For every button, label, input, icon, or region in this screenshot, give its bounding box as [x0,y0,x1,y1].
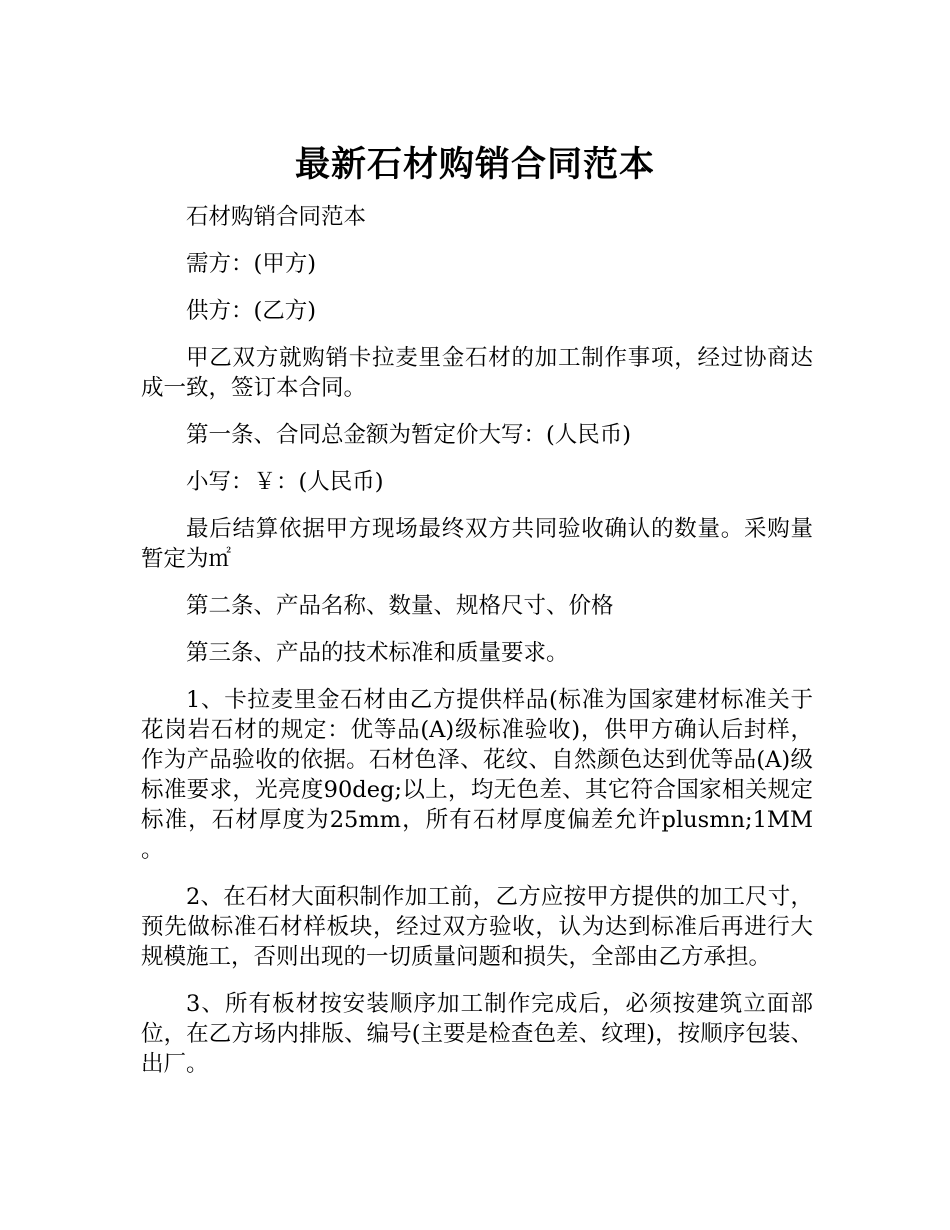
quality-clause-3: 3、所有板材按安装顺序加工制作完成后，必须按建筑立面部位，在乙方场内排版、编号(主要是检查色差、纹理)，按顺序包装、出厂。 [141,991,813,1077]
article-1-amount-uppercase: 第一条、合同总金额为暂定价大写：(人民币) [186,422,632,448]
supplier-line: 供方：(乙方) [186,298,317,324]
document-title: 最新石材购销合同范本 [294,145,655,186]
article-2-heading: 第二条、产品名称、数量、规格尺寸、价格 [186,593,614,619]
preamble-paragraph: 甲乙双方就购销卡拉麦里金石材的加工制作事项，经过协商达成一致，签订本合同。 [141,345,813,401]
buyer-line: 需方：(甲方) [186,251,317,277]
document-body [141,202,813,1096]
quality-clause-1: 1、卡拉麦里金石材由乙方提供样品(标准为国家建材标准关于花岗岩石材的规定：优等品(A)级标准验收)，供甲方确认后封样，作为产品验收的依据。石材色泽、花纹、自然颜色达到优等品(A)级标准要求，光亮度90deg;以上，均无色差、其它符合国家相关规定标准，石材厚度为25mm，所有石材厚度偏差允许plusmn;1MM 。 [141,687,813,863]
article-3-heading: 第三条、产品的技术标准和质量要求。 [186,640,569,666]
settlement-paragraph: 最后结算依据甲方现场最终双方共同验收确认的数量。采购量暂定为㎡ [141,516,813,572]
contract-name: 石材购销合同范本 [186,204,367,230]
quality-clause-2: 2、在石材大面积制作加工前，乙方应按甲方提供的加工尺寸，预先做标准石材样板块，经过双方验收，认为达到标准后再进行大规模施工，否则出现的一切质量问题和损失，全部由乙方承担。 [141,884,813,970]
article-1-amount-lowercase: 小写：￥：(人民币) [186,469,384,495]
